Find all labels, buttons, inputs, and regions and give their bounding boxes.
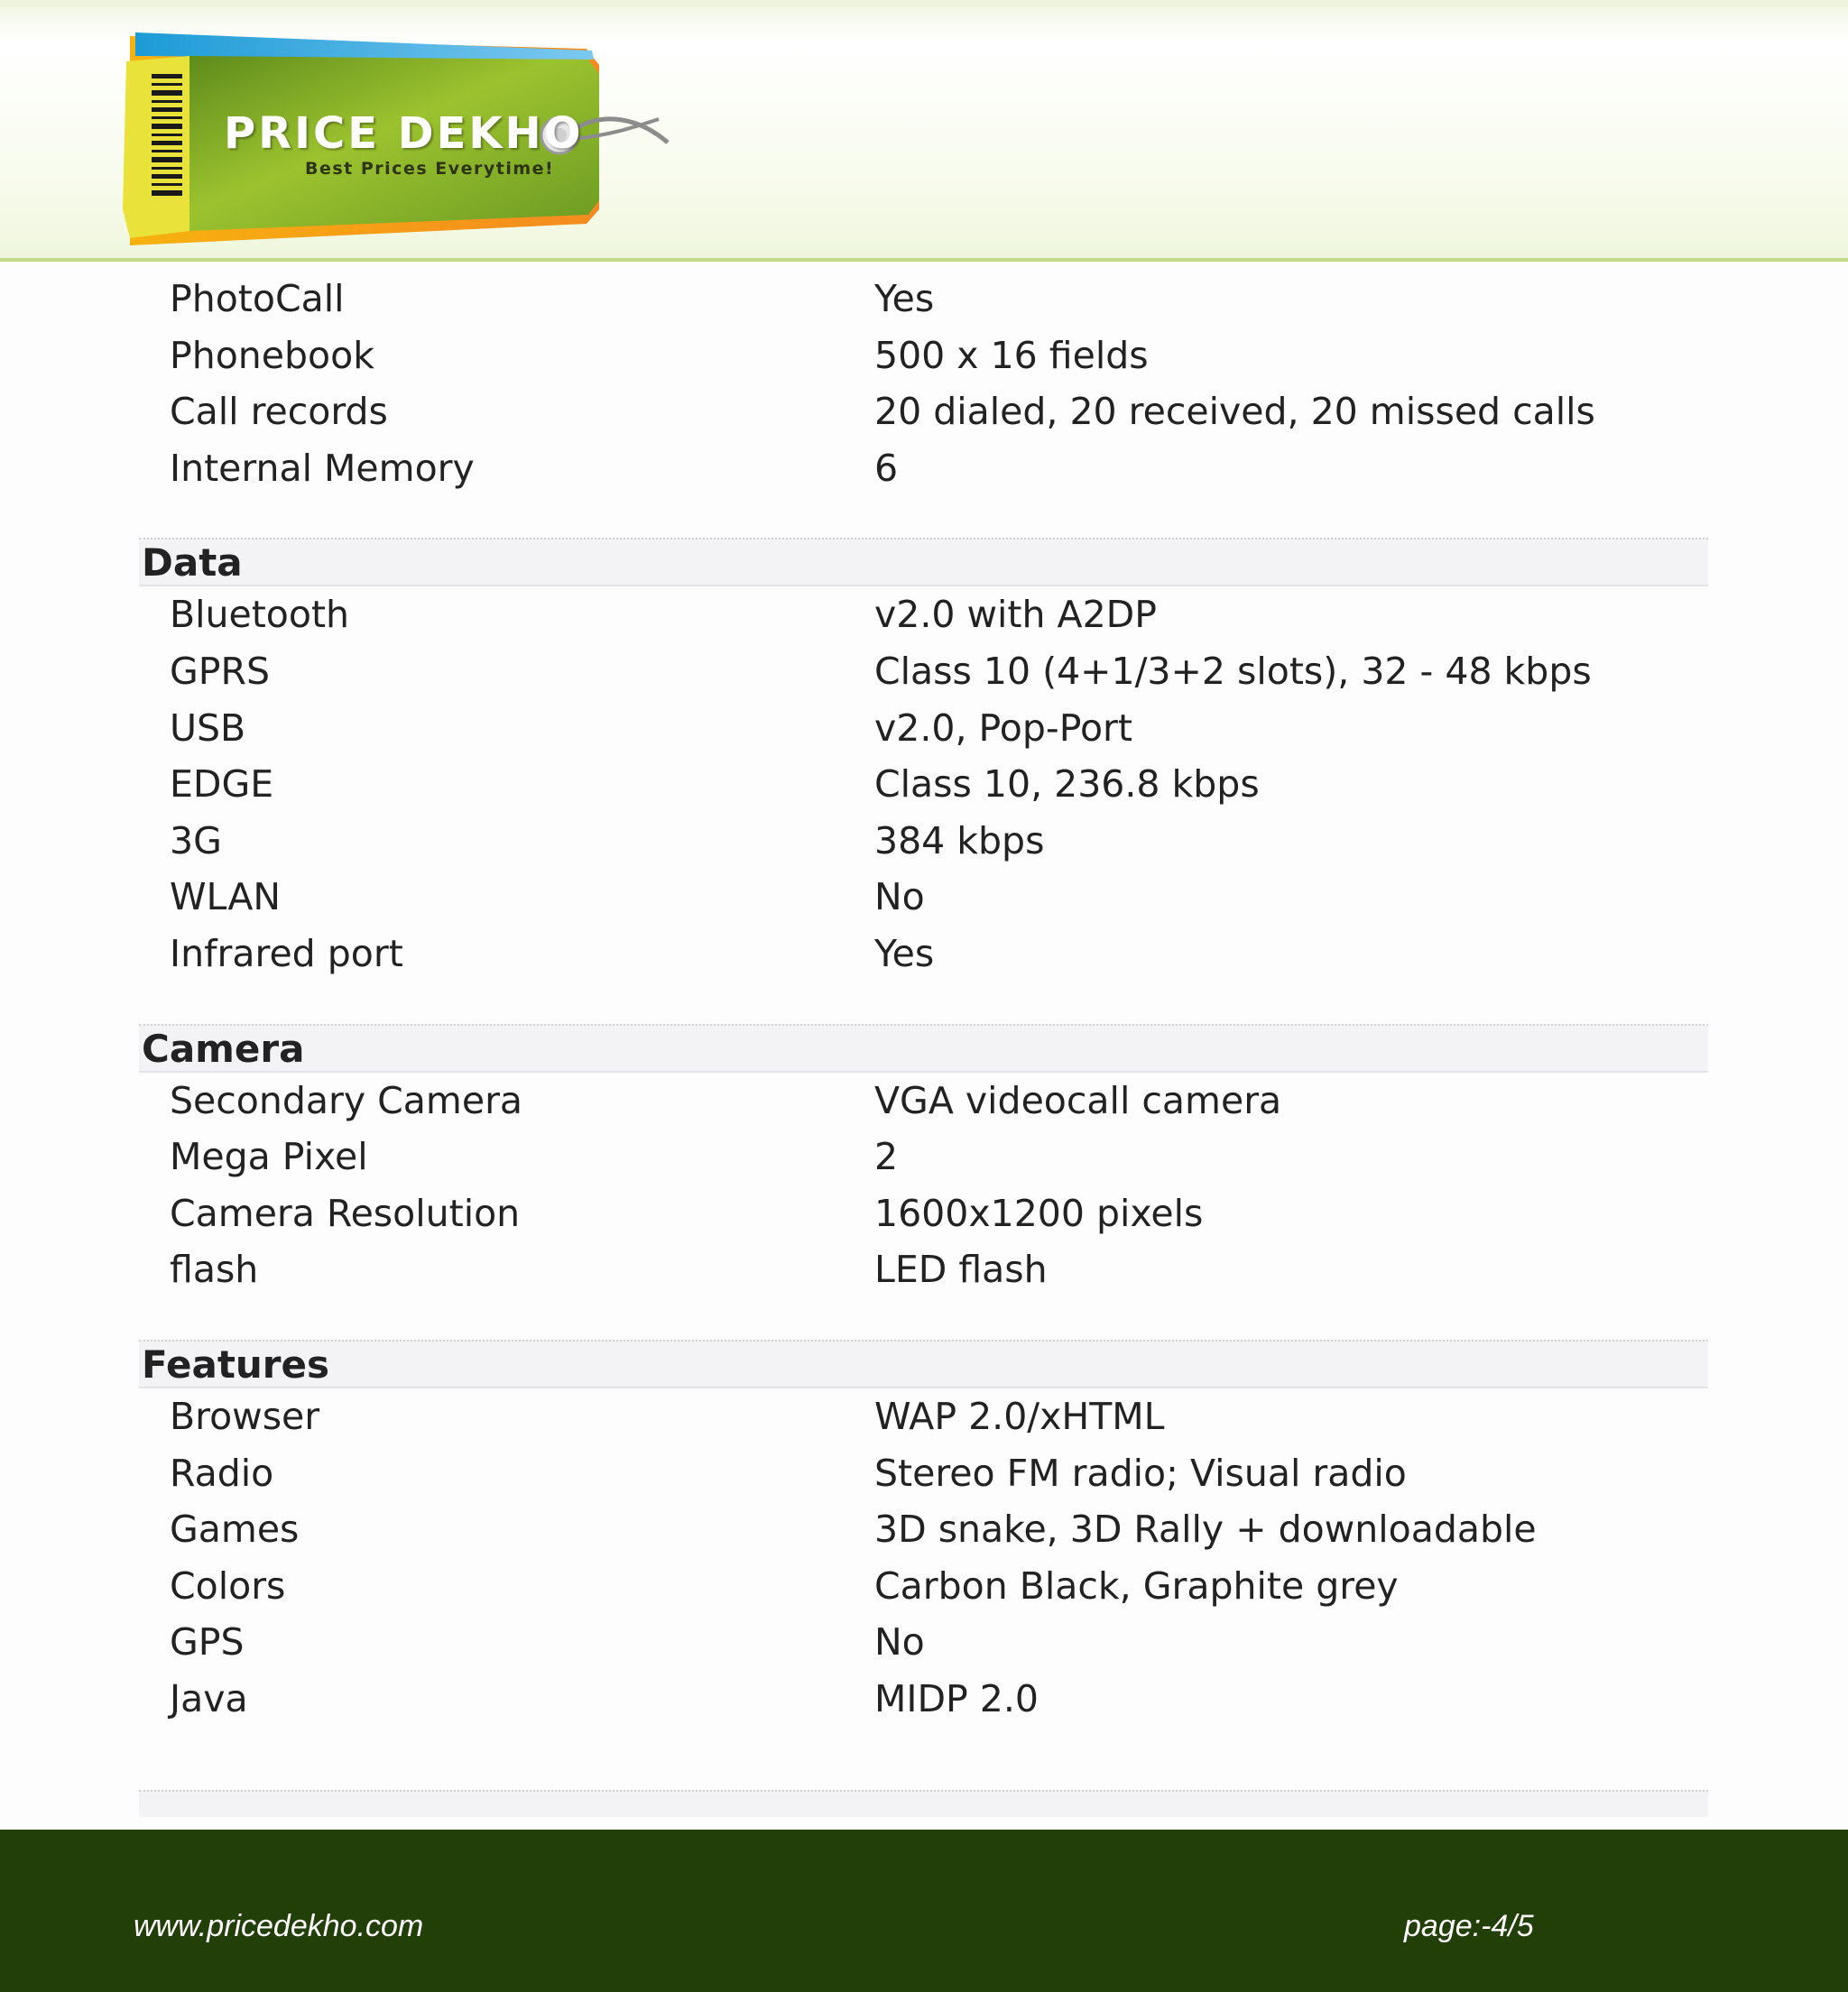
spec-label: Call records bbox=[170, 390, 388, 434]
spec-label: Mega Pixel bbox=[170, 1135, 368, 1179]
spec-label: Bluetooth bbox=[170, 593, 350, 637]
spec-value: Yes bbox=[874, 277, 935, 320]
spec-value: 20 dialed, 20 received, 20 missed calls bbox=[874, 390, 1595, 434]
spec-content bbox=[0, 271, 1848, 1727]
spec-section-camera bbox=[0, 1073, 1848, 1298]
spec-value: v2.0, Pop-Port bbox=[874, 706, 1132, 750]
spec-label: 3G bbox=[170, 818, 222, 862]
spec-section-data bbox=[0, 586, 1848, 982]
spec-value: VGA videocall camera bbox=[874, 1078, 1282, 1122]
spec-value: LED flash bbox=[874, 1248, 1048, 1292]
section-divider bbox=[139, 1790, 1708, 1817]
spec-label: Radio bbox=[170, 1451, 274, 1495]
spec-value: Stereo FM radio; Visual radio bbox=[874, 1451, 1407, 1495]
spec-label: Camera Resolution bbox=[170, 1191, 521, 1235]
section-heading-text: Data bbox=[142, 540, 243, 586]
spec-row bbox=[0, 1558, 1848, 1615]
footer-website-link[interactable]: www.pricedekho.com bbox=[134, 1909, 424, 1943]
footer-page-number: page:-4/5 bbox=[1404, 1909, 1534, 1943]
spec-row bbox=[0, 1185, 1848, 1242]
price-dekho-logo[interactable] bbox=[117, 29, 677, 254]
spec-label: Java bbox=[170, 1676, 248, 1720]
spec-label: USB bbox=[170, 706, 246, 750]
spec-value: Class 10 (4+1/3+2 slots), 32 - 48 kbps bbox=[874, 649, 1592, 693]
spec-row bbox=[0, 1614, 1848, 1671]
section-heading-data bbox=[139, 538, 1708, 586]
spec-row bbox=[0, 756, 1848, 813]
spec-section-messaging bbox=[0, 271, 1848, 496]
spec-value: No bbox=[874, 1620, 925, 1665]
spec-row bbox=[0, 586, 1848, 643]
spec-label: Infrared port bbox=[170, 931, 403, 975]
logo-tagline: Best Prices Everytime! bbox=[305, 159, 555, 179]
spec-row bbox=[0, 327, 1848, 384]
spec-value: 500 x 16 fields bbox=[874, 333, 1149, 377]
spec-value: 6 bbox=[874, 446, 899, 490]
spec-value: MIDP 2.0 bbox=[874, 1676, 1039, 1720]
spec-label: Games bbox=[170, 1508, 300, 1552]
logo-title: PRICE DEKHO bbox=[224, 108, 584, 159]
page-footer bbox=[0, 1830, 1848, 1992]
spec-label: GPS bbox=[170, 1620, 245, 1665]
spec-row bbox=[0, 1073, 1848, 1130]
spec-row bbox=[0, 700, 1848, 757]
spec-label: Colors bbox=[170, 1563, 286, 1608]
spec-value: No bbox=[874, 875, 925, 919]
spec-row bbox=[0, 1388, 1848, 1445]
spec-label: Browser bbox=[170, 1394, 320, 1438]
spec-value: 2 bbox=[874, 1135, 899, 1179]
spec-label: PhotoCall bbox=[170, 277, 345, 320]
spec-row bbox=[0, 1445, 1848, 1502]
spec-value: v2.0 with A2DP bbox=[874, 593, 1157, 637]
spec-value: Class 10, 236.8 kbps bbox=[874, 762, 1260, 807]
section-heading-text: Features bbox=[142, 1342, 329, 1387]
spec-value: WAP 2.0/xHTML bbox=[874, 1394, 1165, 1438]
spec-label: EDGE bbox=[170, 762, 274, 807]
spec-label: WLAN bbox=[170, 875, 282, 919]
spec-label: flash bbox=[170, 1248, 259, 1292]
section-heading-camera bbox=[139, 1024, 1708, 1073]
spec-row bbox=[0, 1129, 1848, 1185]
spec-row bbox=[0, 1241, 1848, 1298]
spec-label: GPRS bbox=[170, 649, 271, 693]
spec-row bbox=[0, 1671, 1848, 1728]
spec-row bbox=[0, 271, 1848, 327]
spec-row bbox=[0, 926, 1848, 982]
spec-row bbox=[0, 1501, 1848, 1558]
spec-value: 384 kbps bbox=[874, 818, 1045, 862]
spec-row bbox=[0, 643, 1848, 700]
spec-label: Phonebook bbox=[170, 333, 374, 377]
section-heading-text: Camera bbox=[142, 1026, 305, 1071]
spec-row bbox=[0, 813, 1848, 870]
spec-row bbox=[0, 869, 1848, 926]
spec-value: Yes bbox=[874, 931, 935, 975]
section-heading-features bbox=[139, 1340, 1708, 1388]
spec-value: 3D snake, 3D Rally + downloadable bbox=[874, 1508, 1537, 1552]
spec-label: Internal Memory bbox=[170, 446, 475, 490]
spec-section-features bbox=[0, 1388, 1848, 1728]
spec-row bbox=[0, 383, 1848, 440]
spec-label: Secondary Camera bbox=[170, 1078, 523, 1122]
spec-value: 1600x1200 pixels bbox=[874, 1191, 1204, 1235]
page-header bbox=[0, 0, 1848, 262]
spec-value: Carbon Black, Graphite grey bbox=[874, 1563, 1399, 1608]
spec-row bbox=[0, 440, 1848, 497]
